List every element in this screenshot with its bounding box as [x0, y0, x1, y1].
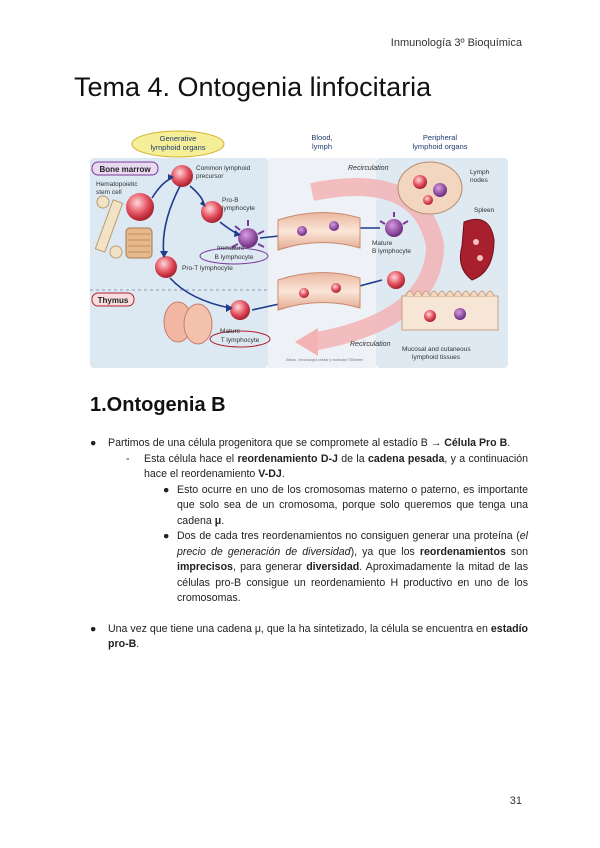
paragraph-4: Dos de cada tres reordenamientos no consiguen generar una proteína (el precio de generación de diversidad), ya que los reordenamientos son imprecisos, para generar diversidad. Aproximadamente la mitad de las células pro-B consigue un reordenamiento H productivo en uno de los cromosomas. — [177, 530, 528, 604]
bullet-item-1 — [88, 436, 528, 452]
paragraph-5: Una vez que tiene una cadena μ, que la ha sintetizado, la célula se encuentra en estadío pro-B. — [108, 622, 528, 650]
header-generative-1: Generative — [159, 134, 197, 143]
hsc-label-1: Hematopoietic — [96, 181, 138, 188]
bone-marrow-label: Bone marrow — [99, 165, 151, 174]
running-header: Inmunología 3º Bioquímica — [390, 37, 522, 49]
page-number: 31 — [509, 795, 522, 807]
mature-t-cell — [230, 300, 250, 320]
page-title: Tema 4. Ontogenia linfocitaria — [74, 72, 432, 102]
clp-label-2: precursor — [196, 173, 224, 180]
mature-t-label-1: Mature — [220, 328, 241, 335]
prot-label: Pro-T lymphocyte — [182, 265, 233, 272]
prot-cell — [155, 256, 177, 278]
lymph-nodes-label-1: Lymph — [470, 169, 490, 176]
paragraph-3: Esto ocurre en uno de los cromosomas materno o paterno, es importante que solo sea de un cromosoma, porque solo queremos que tenga una cadena μ. — [177, 483, 528, 527]
thymus-illustration — [164, 302, 212, 344]
bullet-dot: ● — [163, 530, 170, 542]
bullet-dot: ● — [163, 483, 170, 496]
header-peripheral-1: Peripheral — [422, 133, 458, 142]
spleen-label: Spleen — [474, 207, 495, 214]
immature-label-1: Immature — [217, 245, 245, 252]
mature-t-label-2: T lymphocyte — [220, 337, 260, 344]
header-blood-2: lymph — [311, 142, 333, 151]
bullet-item-4 — [88, 529, 528, 607]
hsc-label-2: stem cell — [96, 189, 122, 196]
mucosal-label-2: lymphoid tissues — [412, 354, 461, 361]
section-title: 1.Ontogenia B — [90, 394, 226, 416]
bullet-item-2 — [88, 452, 528, 483]
prob-label-2: lymphocyte — [222, 205, 255, 212]
header-generative-2: lymphoid organs — [150, 143, 206, 152]
recirc-top-label: Recirculation — [348, 165, 389, 172]
bullet-item-3 — [88, 483, 528, 530]
bullet-item-5 — [88, 622, 528, 653]
lymphocyte-ontogeny-figure — [90, 130, 508, 368]
paragraph-1: Partimos de una célula progenitora que se compromete al estadío B → Célula Pro B. — [108, 437, 511, 449]
paragraph-2: Esta célula hace el reordenamiento D-J de la cadena pesada, y a continuación hace el reordenamiento V-DJ. — [144, 452, 528, 480]
figure-credit: Abbas. Inmunología celular y molecular ©Elsevier — [286, 358, 364, 362]
mature-b-label-1: Mature — [372, 240, 393, 247]
mature-b-label-2: B lymphocyte — [372, 248, 412, 255]
immature-label-2: B lymphocyte — [214, 254, 254, 261]
bullet-dot: ● — [90, 437, 97, 449]
header-blood-1: Blood, — [311, 133, 333, 142]
clp-cell — [171, 165, 193, 187]
mucosal-illustration — [402, 291, 498, 330]
prob-label-1: Pro-B — [222, 197, 239, 204]
clp-label-1: Common lymphoid — [196, 165, 251, 172]
recirc-bottom-label: Recirculation — [350, 341, 391, 348]
header-peripheral-2: lymphoid organs — [412, 142, 468, 151]
lymph-nodes-label-2: nodes — [470, 177, 488, 184]
hsc-cell — [126, 193, 154, 221]
mucosal-label-1: Mucosal and cutaneous — [402, 346, 471, 353]
thymus-label: Thymus — [97, 296, 129, 305]
lymph-node-illustration — [398, 162, 462, 214]
section-body — [88, 436, 528, 653]
bullet-dash: - — [126, 452, 130, 465]
bullet-dot: ● — [90, 622, 97, 635]
mature-t-periphery — [387, 271, 405, 289]
